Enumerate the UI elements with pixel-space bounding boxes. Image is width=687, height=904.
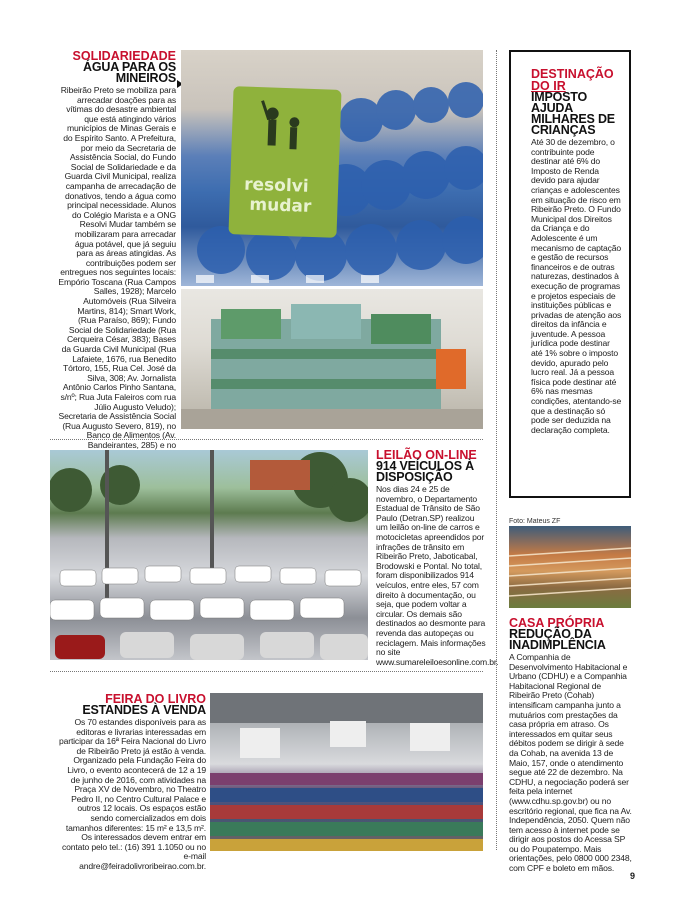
photo-housing-aerial [509,526,631,608]
separator-line [50,671,483,672]
people-silhouette-icon [231,90,342,174]
article-feira-do-livro [58,693,206,872]
body-feira: Os 70 estandes disponíveis para as editoras e livrarias interessadas em participar da 16ª Feira Nacional do Livro de Ribeirão Preto já estão à venda. Organizado pela Fundação Feira do Livro, o evento acontecerá de 12 a 19 de junho de 2016, com atividades na Praça XV de Novembro, no Theatro Pedro II, no Centro Cultural Palace e outros 12 locais. Os espaços estão sendo comercializados em dois tamanhos diferentes: 15 m² e 13,5 m². Os interessados devem entrar em contato pelo tel.: (16) 391 1.1050 ou no e-mail andre@feiradolivroribeirao.com.br. [58,717,206,871]
photo-bottled-water-packs [181,289,483,429]
headline-line-2: MINEIROS [115,71,176,85]
photo-book-fair [210,693,483,851]
body-casa-propria: A Companhia de Desenvolvimento Habitacional e Urbano (CDHU) e a Companhia Habitacional Regional de Ribeirão Preto (Cohab) intensificam campanha junto a mutuários com prestações da casa própria em atraso. Os interessados em quitar seus débitos podem se dirigir à sede da Cohab, na avenida 13 de Maio, 157, onde o atendimento segue até 22 de dezembro. Na CDHU, a negociação poderá ser feita pela internet (www.cdhu.sp.gov.br) ou no escritório regional, que fica na Av. Independência, 2050. Quem não tem acesso à internet pode se dirigir aos postos do Acessa SP ou do Poupatempo. Mais orientações, pelo 0800 000 2348, com CPF e boleto em mãos. [509,652,632,874]
kicker-feira: FEIRA DO LIVRO [105,692,206,706]
body-solidariedade: Ribeirão Preto se mobiliza para arrecadar doações para as vítimas do desastre ambiental que está atingindo vários municípios de Minas Gerais e do Espírito Santo. A Prefeitura, por meio da Secretaria de Assistência Social, do Fundo Social de Solidariedade e da Guarda Civil Municipal, realiza campanha de arrecadação de donativos, tendo a água como principal necessidade. Alunos do Colégio Marista e a ONG Resolvi Mudar também se mobilizaram para arrecadar água potável, que já seguiu para as áreas atingidas. As contribuições podem ser entregues nos seguintes locais: Empório Toscana (Rua Campos Salles, 1928); Marcelo Automóveis (Rua Silveira Martins, 814); Smart Work, (Rua Paraíso, 869); Fundo Social de Solidariedade (Rua Cerqueira César, 383); Bases da Guarda Civil Municipal (Rua Lafaiete, 1676, rua Benedito Tórtoro, 155, Rua Cel. José da Silva, 308; Av. Jornalista Antônio Carlos Pinho Santana, s/nº; Rua Juta Faleiros com rua Júlio Augusto Veludo); Secretaria de Assistência Social (Rua Augusto Severo, 819), no Banco de Alimentos (Av. Bandeirantes, 285) e no [58,85,176,450]
resolvi-mudar-logo [228,86,341,238]
photo-vehicle-yard [50,450,368,660]
logo-text-resolvi: resolvi [243,174,309,197]
page-number: 9 [630,871,636,881]
book-stands-illustration [210,693,483,851]
body-destinacao: Até 30 de dezembro, o contribuinte pode destinar até 6% do Imposto de Renda devido para ajudar crianças e adolescentes em situação de risco em Ribeirão Preto. O Fundo Municipal dos Direitos da Criança e do Adolescente é um mecanismo de captação e gestão de recursos financeiros e de outras naturezas, destinados à execução de programas e projetos especiais de instituições públicas e privadas de atenção aos direitos da infância e juventude. A pessoa jurídica pode destinar até 1% sobre o imposto devido, apurado pelo lucro real. Já a pessoa física pode destinar até 6% nas mesmas condições, atentando-se que a destinação só pode ser deduzida na declaração completa. [531,137,622,435]
headline-line-1: ÁGUA PARA OS [83,60,176,74]
kicker-leilao: LEILÃO ON-LINE [376,448,477,462]
separator-line [50,439,483,440]
headline-inadimplencia: REDUÇÃO DA INADIMPLÊNCIA [509,627,606,652]
photo-credit: Foto: Mateus ZF [509,518,561,525]
kicker-destinacao: DESTINAÇÃO [531,67,614,81]
article-casa-propria [509,617,633,874]
photo-water-donations [181,50,483,286]
headline-veiculos: 914 VEÍCULOS À DISPOSIÇÃO [376,459,474,484]
body-leilao: Nos dias 24 e 25 de novembro, o Departamento Estadual de Trânsito de São Paulo (Detran.SP) realizou um leilão on-line de carros e motocicletas apreendidos por infrações de trânsito em Ribeirão Preto, Jaboticabal, Brodowski e Pontal. No total, foram disponibilizados 914 veículos, entre eles, 57 com direito à documentação, ou seja, que podem voltar a circular. Os demais são destinados ao desmonte para revenda das autopeças ou reciclagem. Mais informações no site www.sumareleiloesonline.com.br. [376,484,499,667]
separator-line [496,50,497,850]
headline-estandes: ESTANDES À VENDA [82,703,206,717]
article-leilao [376,448,499,667]
headline-imposto: IMPOSTO AJUDA MILHARES DE CRIANÇAS [531,90,615,137]
bottle-packs-illustration [181,289,483,429]
article-solidariedade [58,50,176,460]
article-destinacao-ir [509,50,631,498]
kicker-solidariedade: SOLIDARIEDADE [72,49,176,63]
parked-cars-illustration [50,450,368,660]
logo-text-mudar: mudar [249,194,312,217]
kicker-casa-propria: CASA PRÓPRIA [509,616,605,630]
kicker-do-ir: DO IR [531,79,566,93]
housing-rows-illustration [509,526,631,608]
